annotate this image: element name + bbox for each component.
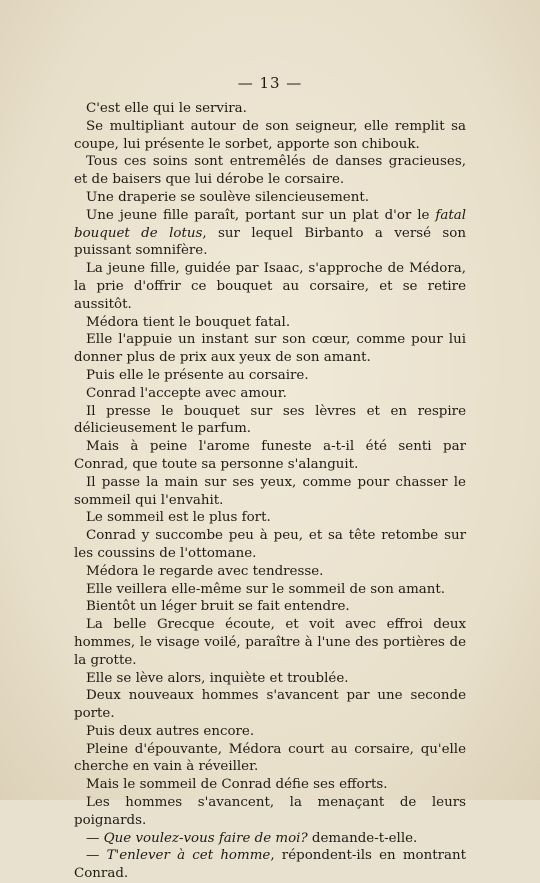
text-run: Puis elle le présente au corsaire. <box>86 367 309 383</box>
text-run: , sur lequel Birbanto a versé son puissant somnifère. <box>74 225 466 259</box>
text-run: Les hommes s'avancent, la menaçant de leurs poignards. <box>74 795 466 828</box>
text-run: Médora le regarde avec tendresse. <box>86 563 324 579</box>
paragraph <box>74 314 466 332</box>
page-text <box>74 100 466 883</box>
paragraph <box>74 118 466 154</box>
paragraph <box>74 687 466 723</box>
text-run: , répondent-ils en montrant Conrad. <box>74 848 466 882</box>
paragraph <box>74 385 466 403</box>
text-run: Le sommeil est le plus fort. <box>86 510 271 526</box>
text-run: — <box>86 830 104 846</box>
paragraph <box>74 474 466 510</box>
text-run: — <box>86 848 107 864</box>
text-run: Médora tient le bouquet fatal. <box>86 314 291 330</box>
paragraph <box>74 723 466 741</box>
paragraph <box>74 260 466 313</box>
italic-text: T'enlever à cet homme <box>106 848 271 864</box>
text-run: Tous ces soins sont entremêlés de danses gracieuses, et de baisers que lui dérobe le corsaire. <box>74 154 466 188</box>
text-run: Conrad y succombe peu à peu, et sa tête retombe sur les coussins de l'ottomane. <box>74 528 466 561</box>
paragraph <box>74 776 466 794</box>
paragraph <box>74 153 466 189</box>
text-run: demande-t-elle. <box>307 830 418 846</box>
text-run: Elle se lève alors, inquiète et troublée. <box>86 670 349 686</box>
page-number: — 13 — <box>237 74 303 92</box>
paragraph <box>74 189 466 207</box>
text-run: Elle l'appuie un instant sur son cœur, comme pour lui donner plus de prix aux yeux de son amant. <box>74 332 466 366</box>
paragraph <box>74 509 466 527</box>
text-run: Mais le sommeil de Conrad défie ses efforts. <box>86 777 388 793</box>
paragraph <box>74 367 466 385</box>
text-run: Pleine d'épouvante, Médora court au corsaire, qu'elle cherche en vain à réveiller. <box>74 741 466 775</box>
paragraph <box>74 616 466 669</box>
paragraph <box>74 741 466 777</box>
paragraph <box>74 438 466 474</box>
text-run: Il presse le bouquet sur ses lèvres et en respire délicieusement le parfum. <box>74 403 466 437</box>
text-run: Il passe la main sur ses yeux, comme pour chasser le sommeil qui l'envahit. <box>74 474 466 508</box>
text-run: C'est elle qui le servira. <box>86 101 247 116</box>
paragraph <box>74 563 466 581</box>
paragraph <box>74 331 466 367</box>
text-run: Elle veillera elle-même sur le sommeil de son amant. <box>86 581 446 597</box>
paragraph <box>74 581 466 599</box>
paragraph <box>74 527 466 563</box>
paragraph <box>74 598 466 616</box>
italic-text: Que voulez-vous faire de moi? <box>103 830 308 846</box>
paragraph <box>74 207 466 260</box>
text-run: Bientôt un léger bruit se fait entendre. <box>86 599 350 615</box>
text-run: Une draperie se soulève silencieusement. <box>86 189 369 205</box>
text-run: La jeune fille, guidée par Isaac, s'approche de Médora, la prie d'offrir ce bouquet au corsaire, et se retire aussitôt. <box>74 261 466 312</box>
text-run: Puis deux autres encore. <box>86 723 255 739</box>
paragraph <box>74 794 466 830</box>
paragraph <box>74 847 466 883</box>
text-run: Deux nouveaux hommes s'avancent par une seconde porte. <box>74 688 466 722</box>
italic-text: fatal bouquet de lotus <box>74 207 466 241</box>
text-run: Se multipliant autour de son seigneur, elle remplit sa coupe, lui présente le sorbet, apporte son chibouk. <box>74 118 466 152</box>
text-run: Conrad l'accepte avec amour. <box>86 385 287 401</box>
text-run: Une jeune fille paraît, portant sur un plat d'or le <box>86 207 436 223</box>
text-run: La belle Grecque écoute, et voit avec effroi deux hommes, le visage voilé, paraître à l'une des portières de la grotte. <box>74 617 466 668</box>
paragraph <box>74 830 466 848</box>
text-run: Mais à peine l'arome funeste a-t-il été senti par Conrad, que toute sa personne s'alanguit. <box>74 439 466 472</box>
paragraph <box>74 403 466 439</box>
paragraph <box>74 100 466 118</box>
paragraph <box>74 670 466 688</box>
